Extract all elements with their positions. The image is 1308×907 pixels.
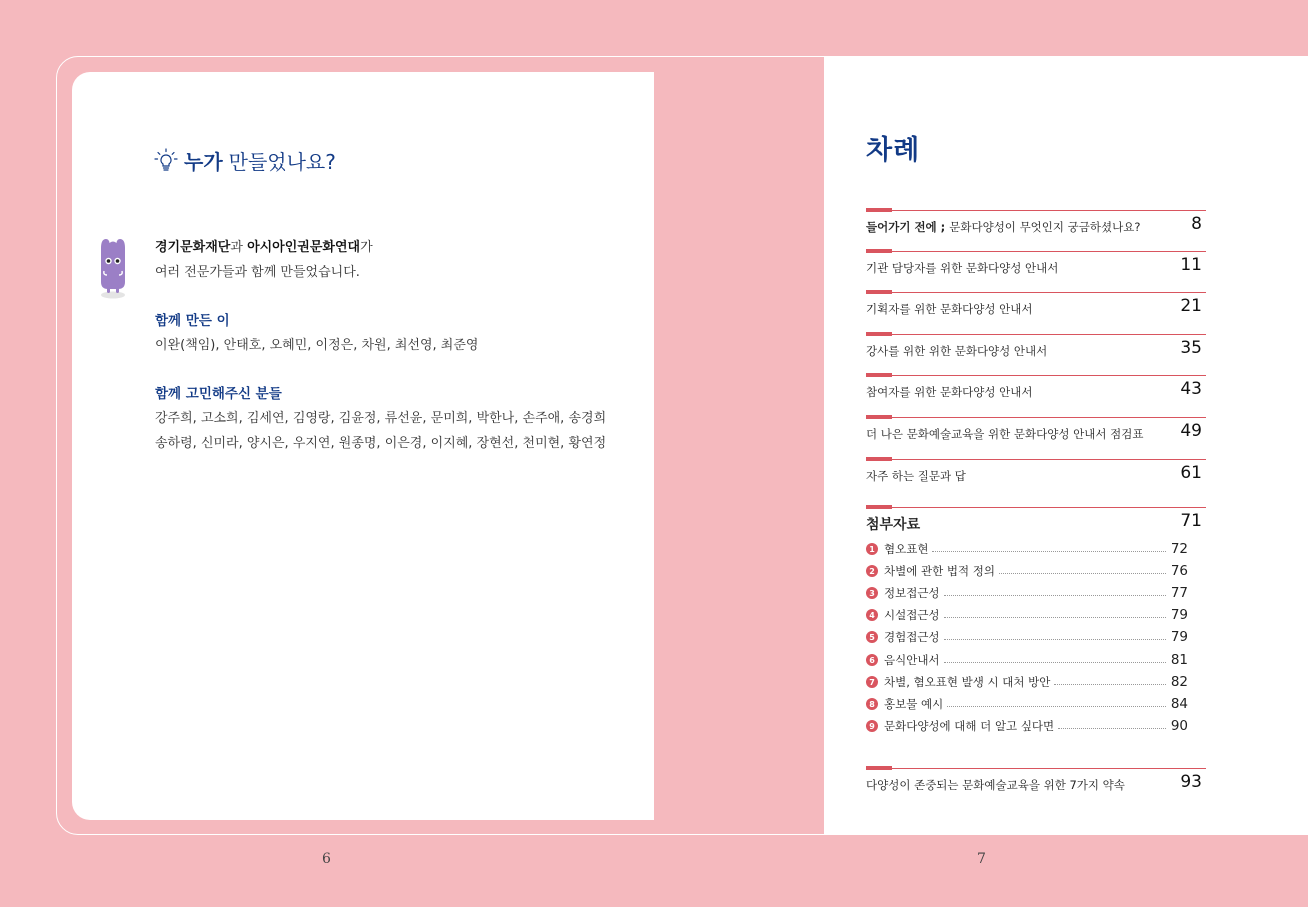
toc-item-label: 더 나은 문화예술교육을 위한 문화다양성 안내서 점검표 xyxy=(866,427,1144,441)
attachment-number-badge: 8 xyxy=(866,698,878,710)
attachment-item[interactable] xyxy=(866,695,1188,713)
org-2: 아시아인권문화연대 xyxy=(247,240,361,255)
attachment-page: 79 xyxy=(1170,629,1188,645)
contributors-title: 함께 고민해주신 분들 xyxy=(155,386,282,402)
heading-bold: 누가 xyxy=(184,150,223,174)
attachment-page: 90 xyxy=(1170,718,1188,734)
dot-leader xyxy=(944,639,1166,640)
dot-leader xyxy=(944,595,1166,596)
attachment-number-badge: 4 xyxy=(866,609,878,621)
attachment-item[interactable] xyxy=(866,628,1188,646)
attachment-page: 79 xyxy=(1170,607,1188,623)
dot-leader xyxy=(1058,728,1166,729)
attachment-item[interactable] xyxy=(866,651,1188,669)
attachment-number-badge: 5 xyxy=(866,631,878,643)
attachment-item[interactable] xyxy=(866,584,1188,602)
attachment-page: 81 xyxy=(1170,652,1188,668)
attachment-item[interactable] xyxy=(866,606,1188,624)
contributors-line-2: 송하령, 신미라, 양시은, 우지연, 원종명, 이은경, 이지혜, 장현선, 천미현, 황연정 xyxy=(155,436,607,451)
toc-item-page: 93 xyxy=(1180,772,1202,792)
page-number-left: 6 xyxy=(322,851,331,867)
toc-rule-mark xyxy=(866,457,892,461)
attachment-item[interactable] xyxy=(866,717,1188,735)
toc-item-label: 자주 하는 질문과 답 xyxy=(866,469,966,483)
attachment-label: 정보접근성 xyxy=(884,586,940,600)
toc-item-label: 다양성이 존중되는 문화예술교육을 위한 7가지 약속 xyxy=(866,778,1125,792)
toc-item-page: 21 xyxy=(1180,296,1202,316)
toc-rule xyxy=(866,334,1206,335)
toc-rule-mark xyxy=(866,415,892,419)
toc-item-text: 문화다양성이 무엇인지 궁금하셨나요? xyxy=(949,220,1141,234)
attachment-label: 경험접근성 xyxy=(884,630,940,644)
toc-rule-mark xyxy=(866,332,892,336)
toc-rule xyxy=(866,417,1206,418)
attachment-label: 차별에 관한 법적 정의 xyxy=(884,564,995,578)
attachment-item[interactable] xyxy=(866,562,1188,580)
toc-item-page: 61 xyxy=(1180,463,1202,483)
attachment-label: 문화다양성에 대해 더 알고 싶다면 xyxy=(884,719,1055,733)
intro-line-1 xyxy=(155,236,373,255)
attachment-label: 혐오표현 xyxy=(884,542,929,556)
dot-leader xyxy=(944,617,1166,618)
org-1: 경기문화재단 xyxy=(155,240,231,255)
attachment-label: 차별, 혐오표현 발생 시 대처 방안 xyxy=(884,675,1051,689)
attachment-label: 시설접근성 xyxy=(884,608,940,622)
intro-connector: 과 xyxy=(230,240,248,255)
toc-rule-mark xyxy=(866,373,892,377)
lightbulb-icon xyxy=(154,148,178,174)
toc-item-page: 49 xyxy=(1180,421,1202,441)
toc-rule xyxy=(866,251,1206,252)
toc-item-label: 참여자를 위한 문화다양성 안내서 xyxy=(866,385,1033,399)
toc-item-label: 강사를 위한 위한 문화다양성 안내서 xyxy=(866,344,1048,358)
toc-rule-mark xyxy=(866,505,892,509)
toc-item-label: 기획자를 위한 문화다양성 안내서 xyxy=(866,302,1033,316)
attachment-label: 음식안내서 xyxy=(884,653,940,667)
makers-list: 이완(책임), 안태호, 오혜민, 이정은, 차원, 최선영, 최준영 xyxy=(155,338,479,353)
mascot-character xyxy=(97,238,129,302)
attachments-title: 첨부자료 xyxy=(866,517,921,533)
attachments-page: 71 xyxy=(1180,511,1202,531)
page-number-right: 7 xyxy=(977,851,986,867)
dot-leader xyxy=(1054,684,1166,685)
contributors-line-1: 강주희, 고소희, 김세연, 김영랑, 김윤정, 류선윤, 문미희, 박한나, 손주애, 송경희 xyxy=(155,411,607,426)
intro-line-2: 여러 전문가들과 함께 만들었습니다. xyxy=(155,265,360,280)
attachment-number-badge: 1 xyxy=(866,543,878,555)
toc-item-label xyxy=(866,219,1140,235)
attachment-page: 72 xyxy=(1170,541,1188,557)
toc-rule-mark xyxy=(866,249,892,253)
toc-item-page: 43 xyxy=(1180,379,1202,399)
attachment-item[interactable] xyxy=(866,673,1188,691)
attachment-number-badge: 6 xyxy=(866,654,878,666)
toc-item-bold: 들어가기 전에 ; xyxy=(866,220,950,234)
dot-leader xyxy=(944,662,1166,663)
attachment-label: 홍보물 예시 xyxy=(884,697,944,711)
attachment-number-badge: 3 xyxy=(866,587,878,599)
toc-rule-mark xyxy=(866,290,892,294)
toc-item-label: 기관 담당자를 위한 문화다양성 안내서 xyxy=(866,261,1059,275)
attachment-number-badge: 9 xyxy=(866,720,878,732)
toc-title: 차례 xyxy=(866,135,921,166)
toc-rule xyxy=(866,459,1206,460)
toc-rule xyxy=(866,210,1206,211)
toc-item-page: 8 xyxy=(1191,214,1202,234)
attachment-number-badge: 2 xyxy=(866,565,878,577)
toc-rule xyxy=(866,507,1206,508)
toc-rule xyxy=(866,768,1206,769)
attachment-item[interactable] xyxy=(866,540,1188,558)
toc-item-page: 35 xyxy=(1180,338,1202,358)
attachment-page: 76 xyxy=(1170,563,1188,579)
page-heading xyxy=(154,146,336,175)
dot-leader xyxy=(932,551,1166,552)
attachment-page: 84 xyxy=(1170,696,1188,712)
toc-rule-mark xyxy=(866,766,892,770)
dot-leader xyxy=(947,706,1166,707)
makers-title: 함께 만든 이 xyxy=(155,313,230,329)
attachment-number-badge: 7 xyxy=(866,676,878,688)
intro-suffix: 가 xyxy=(360,240,373,255)
toc-item-page: 11 xyxy=(1180,255,1202,275)
dot-leader xyxy=(999,573,1166,574)
toc-rule xyxy=(866,375,1206,376)
attachment-page: 82 xyxy=(1170,674,1188,690)
toc-rule xyxy=(866,292,1206,293)
heading-rest: 만들었나요? xyxy=(228,150,336,174)
toc-rule-mark xyxy=(866,208,892,212)
attachment-page: 77 xyxy=(1170,585,1188,601)
